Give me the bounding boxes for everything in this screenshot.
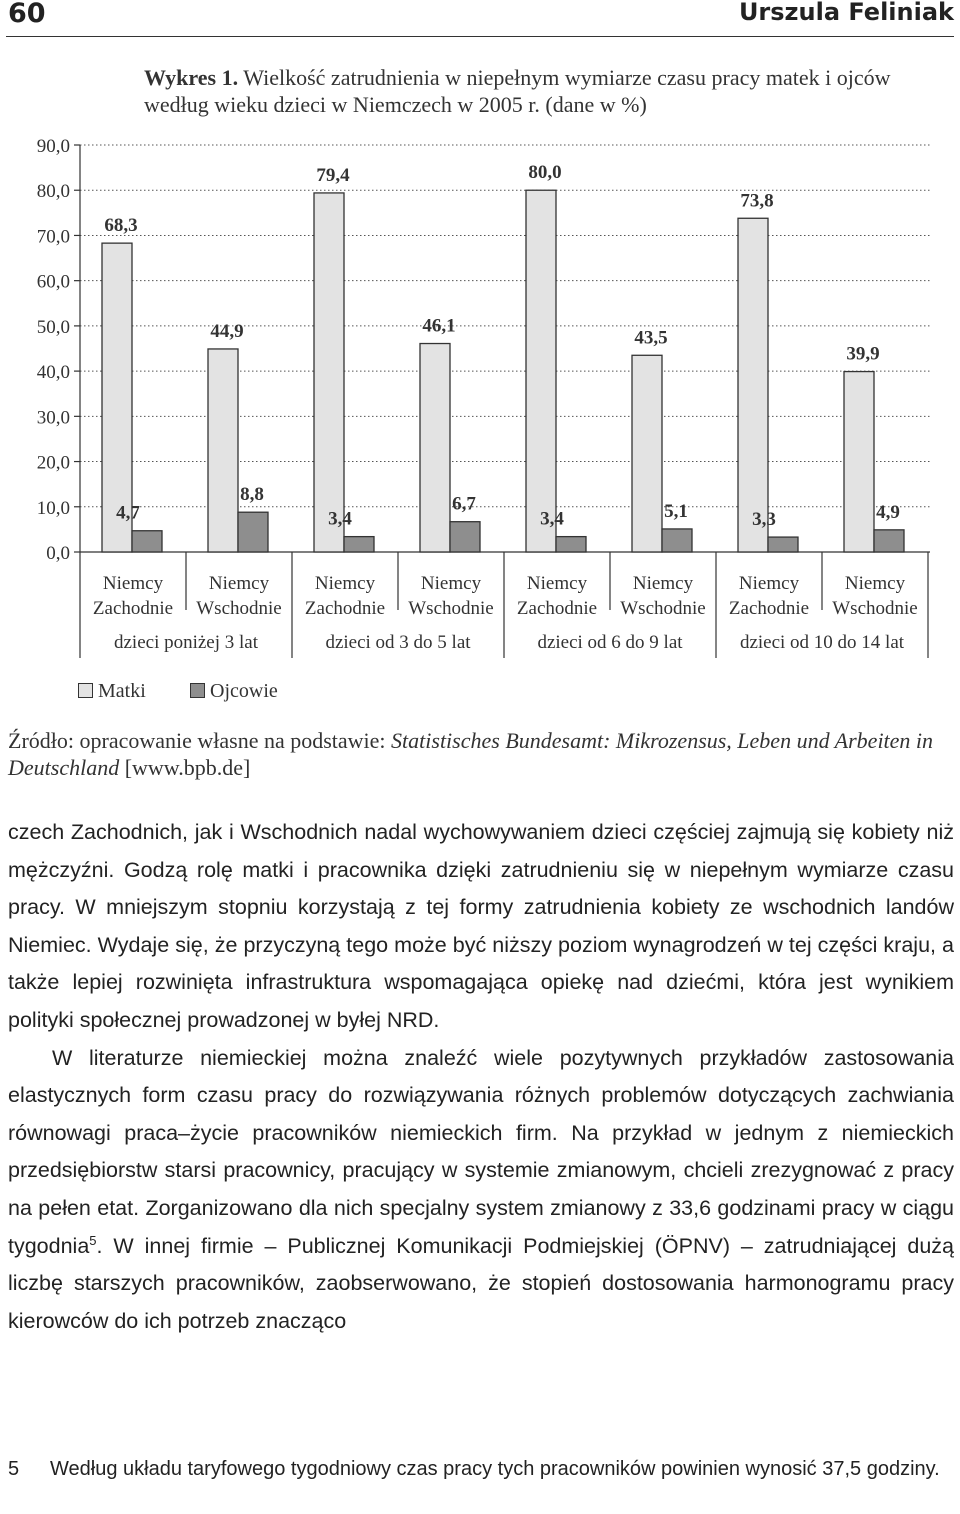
bar-ojcowie — [556, 537, 586, 552]
source-title: Statistisches Bundesamt: Mikrozensus, Leben und Arbeiten in Deutschland — [8, 728, 934, 780]
y-tick-label: 80,0 — [36, 181, 70, 203]
y-tick-label: 90,0 — [36, 136, 70, 157]
category-label-line1: Niemcy — [738, 573, 800, 594]
data-label-matki: 46,1 — [422, 315, 456, 337]
category-label-line1: Niemcy — [314, 573, 376, 594]
data-label-matki: 73,8 — [740, 190, 774, 212]
bar-ojcowie — [874, 530, 904, 552]
bar-matki — [632, 355, 662, 552]
y-tick-label: 40,0 — [36, 362, 70, 384]
y-tick-label: 0,0 — [46, 543, 70, 564]
legend-swatch-ojcowie — [190, 683, 205, 698]
category-label-line1: Niemcy — [208, 573, 270, 594]
category-label-line1: Niemcy — [526, 573, 588, 594]
bar-ojcowie — [132, 531, 162, 552]
category-label-line2: Wschodnie — [196, 598, 282, 619]
bar-matki — [526, 190, 556, 552]
y-tick-label: 20,0 — [36, 452, 70, 474]
group-label: dzieci poniżej 3 lat — [113, 632, 259, 653]
legend-label-matki: Matki — [98, 680, 146, 702]
y-tick-label: 10,0 — [36, 497, 70, 519]
y-tick-label: 70,0 — [36, 226, 70, 248]
data-label-ojcowie: 6,7 — [452, 493, 476, 515]
legend-swatch-matki — [78, 683, 93, 698]
data-label-matki: 39,9 — [846, 343, 880, 365]
source-prefix: Źródło: opracowanie własne na podstawie: — [8, 728, 392, 753]
figure-source — [8, 727, 948, 781]
data-label-matki: 44,9 — [210, 320, 244, 342]
group-label: dzieci od 10 do 14 lat — [739, 632, 905, 653]
data-label-matki: 68,3 — [104, 215, 138, 237]
legend-label-ojcowie: Ojcowie — [210, 680, 278, 702]
paragraph-2 — [8, 1040, 954, 1341]
figure-caption: Wielkość zatrudnienia w niepełnym wymiarze czasu pracy matek i ojców według wieku dzieci w Niemczech w 2005 r. (dane w %) — [144, 65, 891, 117]
figure-label: Wykres 1. — [144, 65, 239, 90]
chart-title — [144, 64, 944, 118]
paragraph-1: czech Zachodnich, jak i Wschodnich nadal wychowywaniem dzieci częściej zajmują się kobiety niż mężczyźni. Godzą rolę matki i pracownika dzięki zatrudnieniu się w niepełnym wymiarze czasu pracy. W mniejszym stopniu korzystają z tej formy zatrudnienia kobiety ze wschodnich landów Niemiec. Wydaje się, że przyczyną tego może być niższy poziom wynagrodzeń w tej części kraju, a także lepiej rozwinięta infrastruktura wspomagająca opiekę nad dziećmi, która jest wynikiem polityki społecznej prowadzonej w byłej NRD. — [8, 820, 954, 1032]
footnote-text: Według układu taryfowego tygodniowy czas pracy tych pracowników powinien wynosić 37,5 godziny. — [50, 1458, 940, 1480]
category-label-line1: Niemcy — [420, 573, 482, 594]
page-number: 60 — [8, 0, 46, 29]
bar-matki — [314, 193, 344, 552]
y-tick-label: 30,0 — [36, 407, 70, 429]
data-label-ojcowie: 3,4 — [540, 508, 564, 530]
category-label-line2: Wschodnie — [620, 598, 706, 619]
group-label: dzieci od 3 do 5 lat — [325, 632, 471, 653]
category-label-line2: Zachodnie — [728, 598, 810, 619]
data-label-ojcowie: 3,4 — [328, 508, 352, 530]
bar-matki — [208, 349, 238, 552]
data-label-ojcowie: 4,7 — [116, 502, 140, 524]
running-head: Urszula Feliniak — [738, 0, 954, 26]
category-label-line1: Niemcy — [102, 573, 164, 594]
data-label-ojcowie: 5,1 — [664, 500, 688, 522]
bar-matki — [738, 218, 768, 552]
bar-chart — [0, 120, 960, 680]
bar-ojcowie — [450, 522, 480, 552]
legend-item-ojcowie — [190, 680, 278, 703]
bar-matki — [844, 372, 874, 552]
category-label-line2: Wschodnie — [832, 598, 918, 619]
category-label-line2: Zachodnie — [304, 598, 386, 619]
data-label-ojcowie: 4,9 — [876, 501, 900, 523]
footnote-reference: 5 — [89, 1232, 97, 1248]
footnote-number: 5 — [8, 1458, 20, 1480]
body-text — [8, 814, 954, 1340]
bar-ojcowie — [344, 537, 374, 552]
data-label-ojcowie: 8,8 — [240, 484, 264, 506]
source-suffix: [www.bpb.de] — [119, 755, 251, 780]
bar-ojcowie — [238, 512, 268, 552]
data-label-matki: 43,5 — [634, 327, 668, 349]
y-tick-label: 60,0 — [36, 271, 70, 293]
data-label-matki: 80,0 — [528, 162, 562, 184]
paragraph-2-part-b: . W innej firmie – Publicznej Komunikacji Podmiejskiej (ÖPNV) – zatrudniającej dużą liczbę starszych pracowników, zaobserwowano, że stopień dostosowania harmonogramu pracy kierowców do ich potrzeb znacząco — [8, 1233, 954, 1333]
bar-matki — [420, 344, 450, 552]
data-label-matki: 79,4 — [316, 164, 350, 186]
bar-ojcowie — [768, 537, 798, 552]
group-label: dzieci od 6 do 9 lat — [537, 632, 683, 653]
y-tick-label: 50,0 — [36, 316, 70, 338]
category-label-line2: Wschodnie — [408, 598, 494, 619]
category-label-line1: Niemcy — [844, 573, 906, 594]
bar-ojcowie — [662, 529, 692, 552]
category-label-line2: Zachodnie — [92, 598, 174, 619]
category-label-line1: Niemcy — [632, 573, 694, 594]
data-label-ojcowie: 3,3 — [752, 509, 776, 531]
footnote — [8, 1457, 954, 1482]
paragraph-2-part-a: W literaturze niemieckiej można znaleźć wiele pozytywnych przykładów zastosowania elastycznych form czasu pracy do rozwiązywania różnych problemów dotyczących zachwiania równowagi praca–życie pracowników niemieckich firm. Na przykład w jednym z niemieckich przedsiębiorstw starsi pracownicy, pracujący w systemie zmianowym, chcieli zrezygnować z pracy na pełen etat. Zorganizowano dla nich specjalny system zmianowy z 33,6 godzinami pracy w ciągu tygodnia — [8, 1045, 954, 1258]
header-rule — [6, 36, 954, 37]
category-label-line2: Zachodnie — [516, 598, 598, 619]
legend-item-matki — [78, 680, 146, 703]
